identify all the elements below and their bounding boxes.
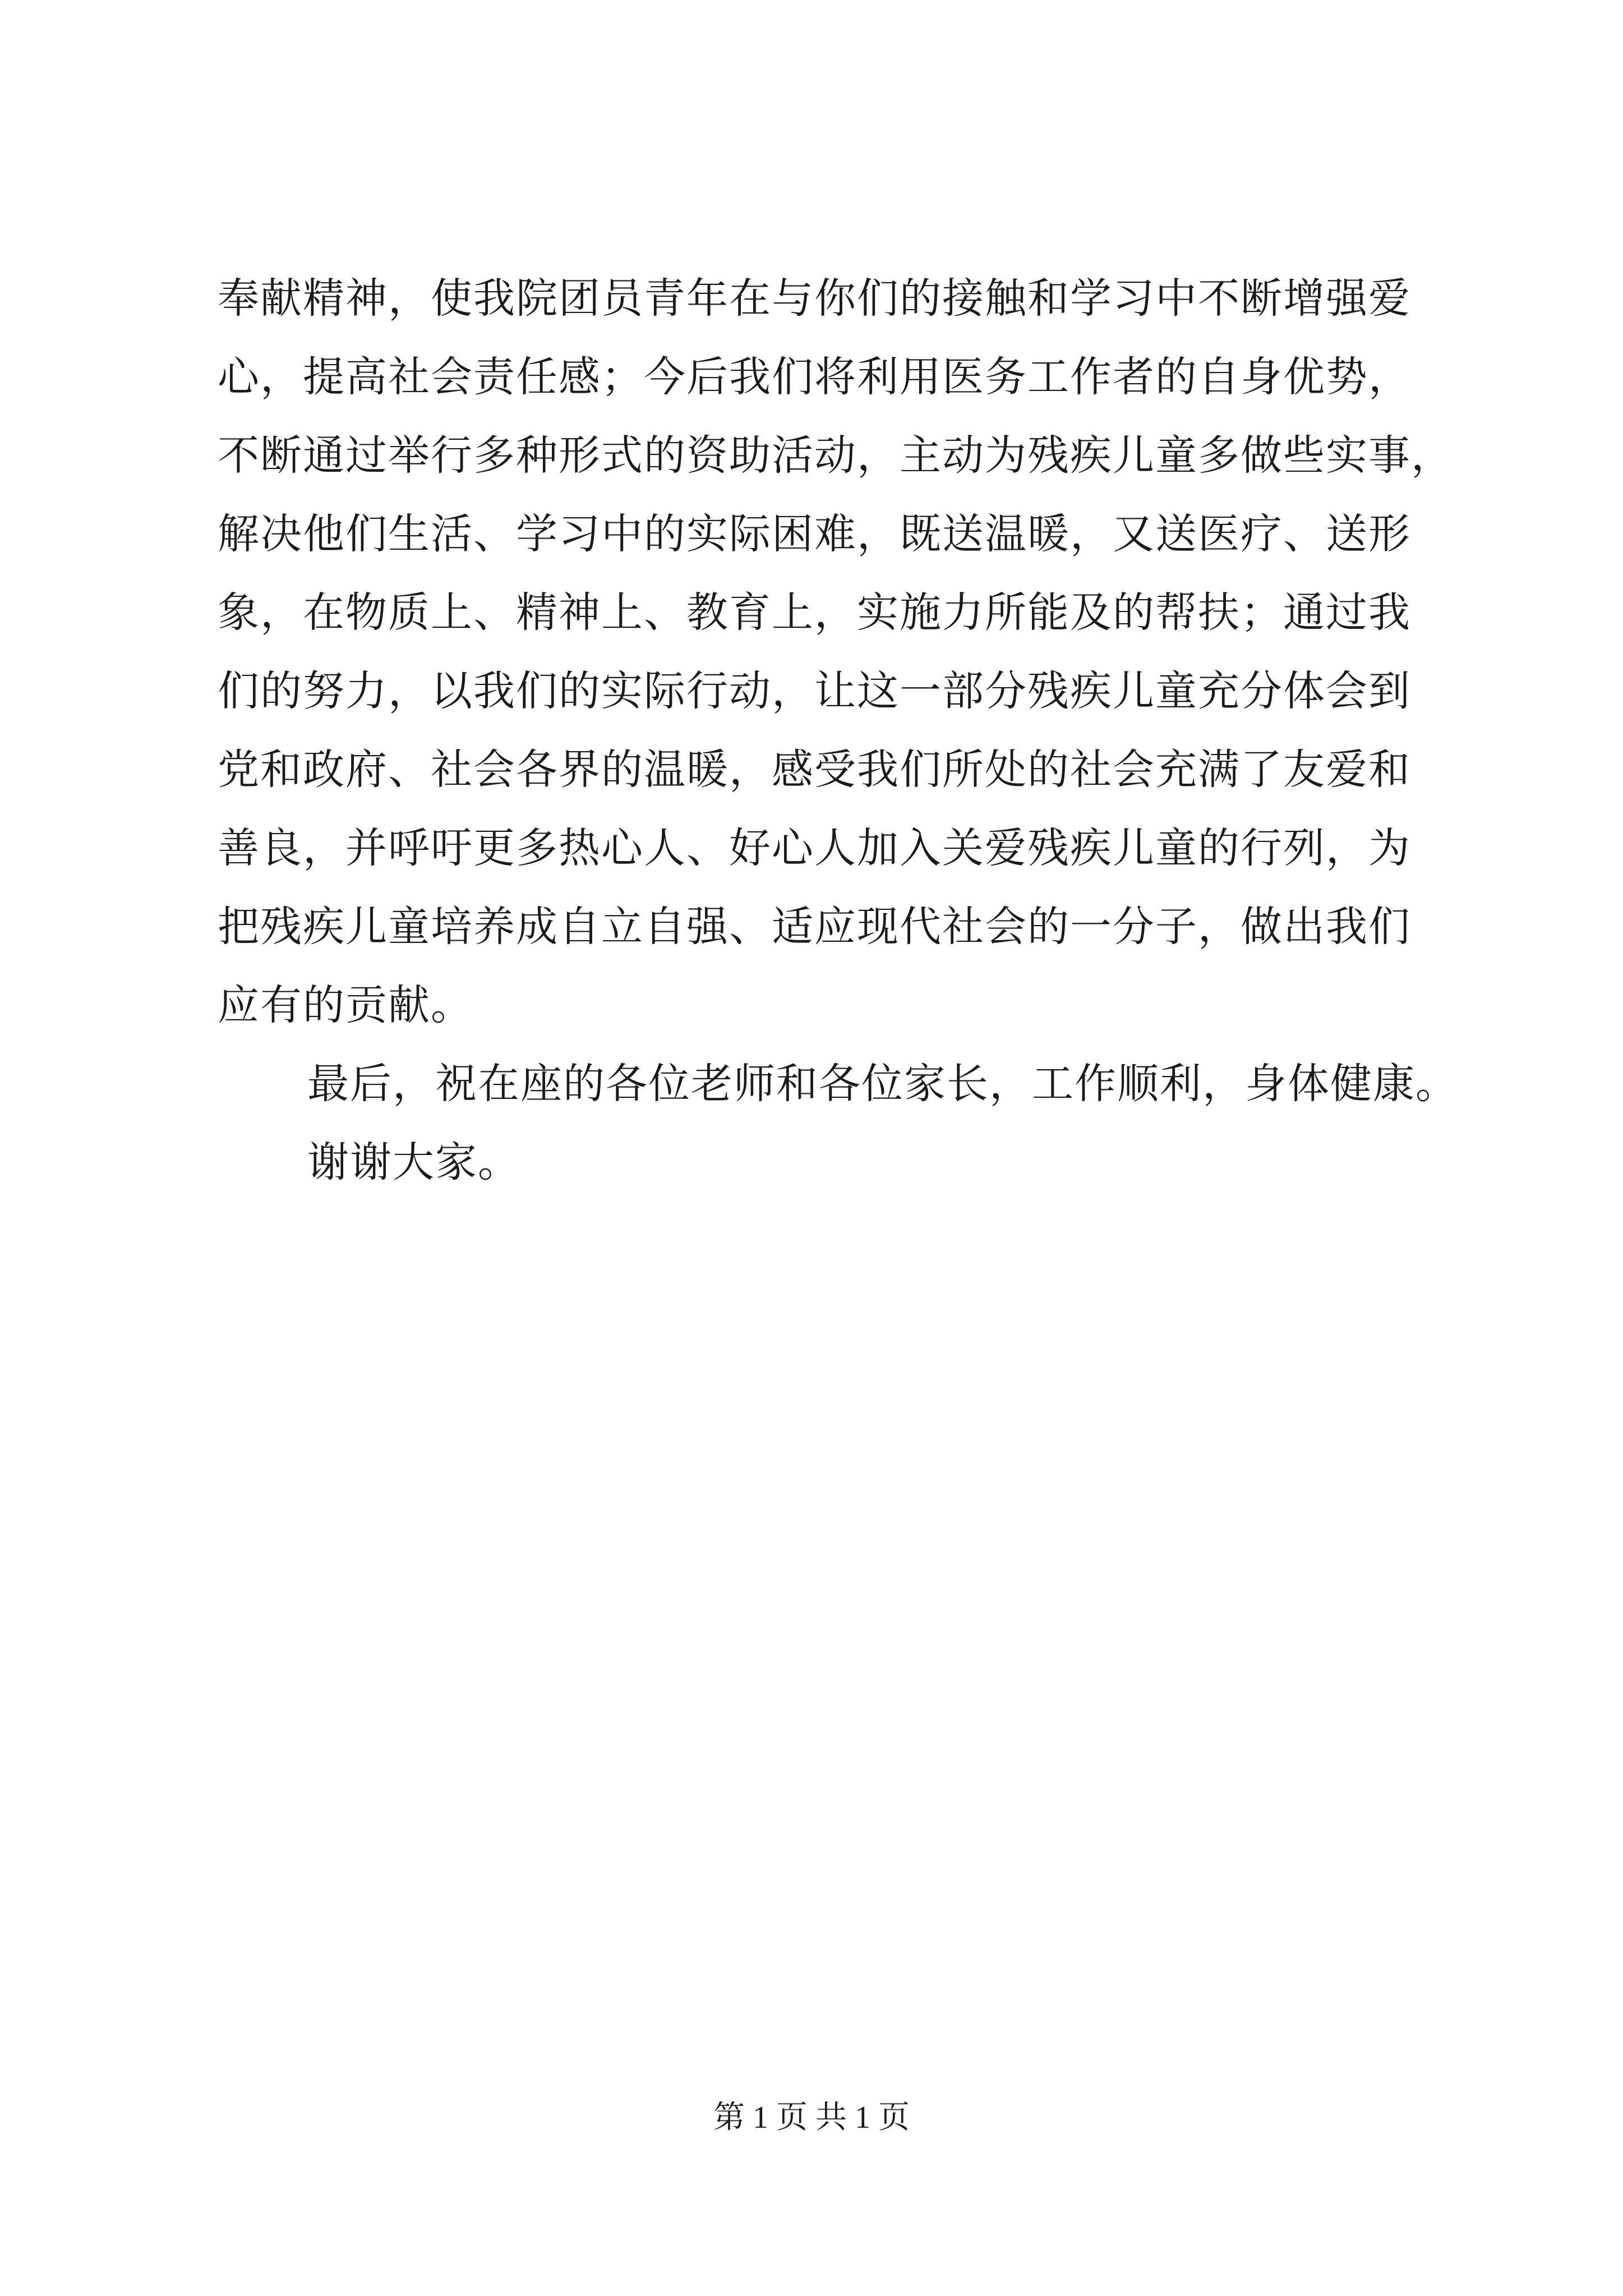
thanks-paragraph: 谢谢大家。 (307, 1138, 520, 1186)
body-line: 象，在物质上、精神上、教育上，实施力所能及的帮扶；通过我 (218, 588, 1411, 637)
body-line: 善良，并呼吁更多热心人、好心人加入关爱残疾儿童的行列，为 (218, 824, 1411, 872)
body-line: 不断通过举行多种形式的资助活动，主动为残疾儿童多做些实事， (218, 431, 1454, 480)
body-line: 党和政府、社会各界的温暖，感受我们所处的社会充满了友爱和 (218, 746, 1411, 794)
body-line: 解决他们生活、学习中的实际困难，既送温暖，又送医疗、送形 (218, 510, 1411, 558)
closing-wishes-paragraph: 最后，祝在座的各位老师和各位家长，工作顺利，身体健康。 (307, 1060, 1458, 1108)
page-number-footer: 第 1 页 共 1 页 (713, 2100, 910, 2135)
body-line: 应有的贡献。 (218, 981, 473, 1029)
body-line: 们的努力，以我们的实际行动，让这一部分残疾儿童充分体会到 (218, 667, 1411, 715)
document-body (218, 259, 1491, 1202)
body-line: 心，提高社会责任感；今后我们将利用医务工作者的自身优势， (218, 353, 1411, 401)
body-line: 奉献精神，使我院团员青年在与你们的接触和学习中不断增强爱 (218, 274, 1411, 323)
body-line: 把残疾儿童培养成自立自强、适应现代社会的一分子，做出我们 (218, 903, 1411, 951)
